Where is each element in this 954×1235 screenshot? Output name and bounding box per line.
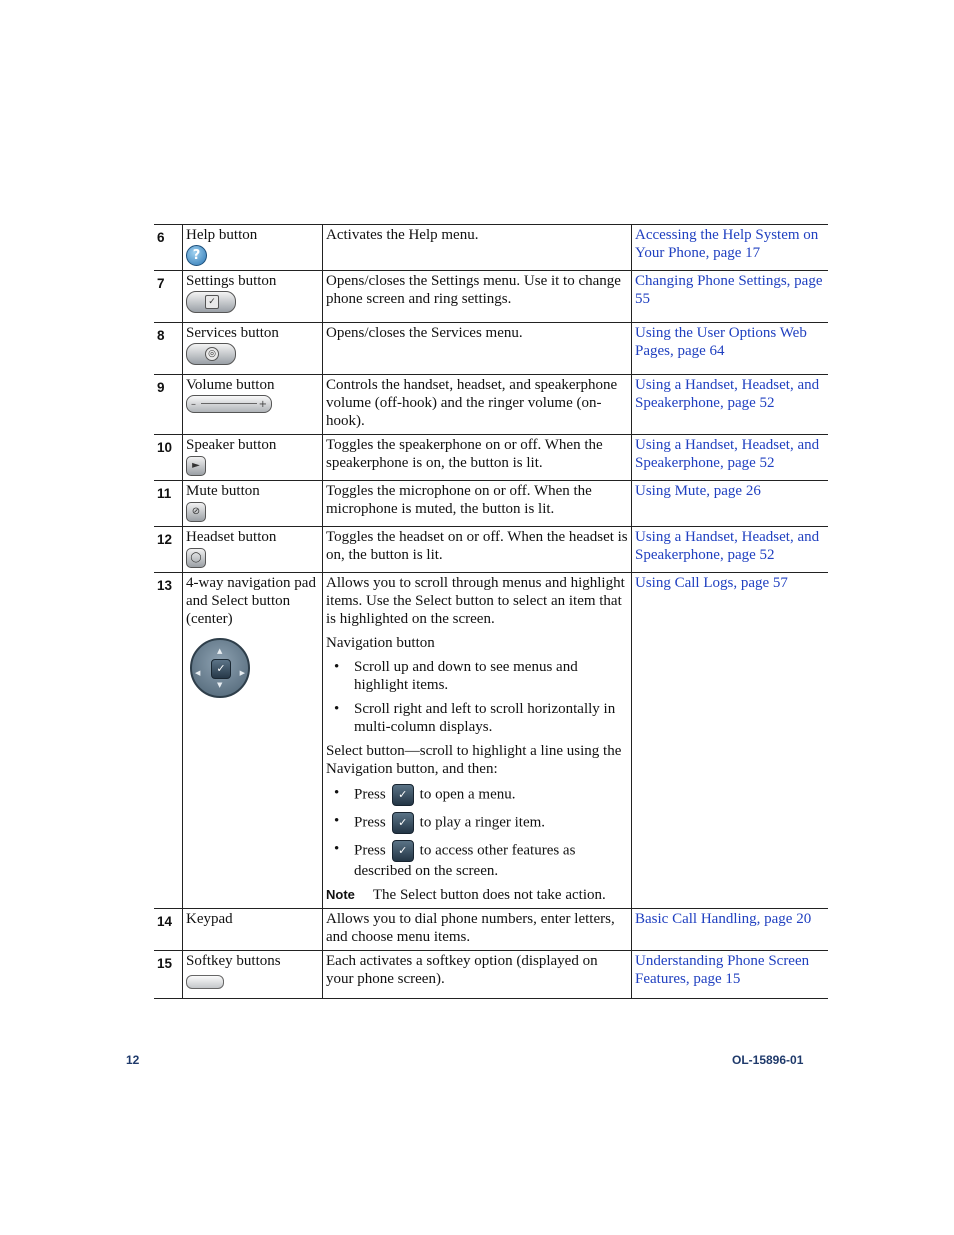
select-button-icon: ✓: [392, 840, 414, 862]
navigation-heading: Navigation button: [326, 635, 435, 651]
reference-link[interactable]: Using the User Options Web Pages, page 64: [635, 325, 807, 359]
feature-name: Mute button: [186, 483, 260, 499]
list-item: [354, 840, 628, 880]
table-row: [154, 481, 828, 527]
table-row: [154, 435, 828, 481]
table-row: [154, 573, 828, 909]
select-list: [326, 784, 628, 880]
table-row: [154, 225, 828, 271]
press-label: Press: [354, 786, 386, 803]
navigation-list: [326, 658, 628, 736]
feature-name: Speaker button: [186, 437, 277, 453]
reference-link[interactable]: Using a Handset, Headset, and Speakerphone, page 52: [635, 529, 820, 563]
feature-name: Help button: [186, 227, 258, 243]
volume-icon: – +: [186, 395, 272, 413]
reference-link[interactable]: Understanding Phone Screen Features, page 15: [635, 953, 810, 987]
list-item: [354, 784, 628, 806]
row-number: 15: [157, 956, 173, 971]
table-row: [154, 909, 828, 951]
press-label: Press: [354, 842, 386, 859]
select-action: to open a menu.: [419, 786, 516, 803]
reference-link[interactable]: Using Mute, page 26: [635, 483, 761, 499]
reference-link[interactable]: Accessing the Help System on Your Phone, page 17: [635, 227, 819, 261]
feature-name: 4-way navigation pad and Select button (center): [186, 575, 316, 627]
feature-description: Controls the handset, headset, and speakerphone volume (off-hook) and the ringer volume (on-hook).: [323, 375, 632, 435]
note-label: Note: [326, 887, 355, 902]
feature-name: Headset button: [186, 529, 277, 545]
reference-link[interactable]: Using a Handset, Headset, and Speakerphone, page 52: [635, 377, 820, 411]
reference-link[interactable]: Basic Call Handling, page 20: [635, 911, 812, 927]
feature-description: Toggles the speakerphone on or off. When the speakerphone is on, the button is lit.: [323, 435, 632, 481]
press-label: Press: [354, 814, 386, 831]
feature-description: Activates the Help menu.: [323, 225, 632, 271]
help-icon: ?: [186, 245, 207, 266]
feature-name: Settings button: [186, 273, 277, 289]
row-number: 9: [157, 380, 165, 395]
feature-table: [154, 224, 828, 999]
select-button-icon: ✓: [392, 784, 414, 806]
list-item: [354, 812, 628, 834]
select-action: to play a ringer item.: [419, 814, 546, 831]
feature-description: Toggles the headset on or off. When the headset is on, the button is lit.: [323, 527, 632, 573]
feature-description: Allows you to dial phone numbers, enter letters, and choose menu items.: [323, 909, 632, 951]
mute-icon: ⊘: [186, 502, 206, 522]
services-globe-icon: ◎: [186, 343, 236, 365]
feature-name: Keypad: [183, 909, 323, 951]
settings-icon: ✓: [186, 291, 236, 313]
row-number: 6: [157, 230, 165, 245]
reference-link[interactable]: Using a Handset, Headset, and Speakerphone, page 52: [635, 437, 820, 471]
speaker-icon: ►: [186, 456, 206, 476]
table-row: [154, 375, 828, 435]
feature-description: Toggles the microphone on or off. When the microphone is muted, the button is lit.: [323, 481, 632, 527]
page-number: 12: [126, 1053, 140, 1067]
headset-icon: ◯: [186, 548, 206, 568]
table-row: [154, 271, 828, 323]
table-row: [154, 527, 828, 573]
reference-link[interactable]: Using Call Logs, page 57: [635, 575, 788, 591]
reference-link[interactable]: Changing Phone Settings, page 55: [635, 273, 823, 307]
softkey-icon: [186, 975, 224, 989]
feature-description: Allows you to scroll through menus and highlight items. Use the Select button to select an item that is highlighted on the screen.: [326, 575, 625, 627]
note-text: The Select button does not take action.: [372, 887, 606, 903]
table-row: [154, 951, 828, 999]
row-number: 8: [157, 328, 165, 343]
feature-description: Each activates a softkey option (displayed on your phone screen).: [323, 951, 632, 999]
feature-name: Volume button: [186, 377, 275, 393]
row-number: 14: [157, 914, 173, 929]
row-number: 13: [157, 578, 173, 593]
select-action: to access other features as described on the screen.: [354, 842, 576, 879]
list-item: • Scroll right and left to scroll horizontally in multi-column displays.: [354, 700, 628, 736]
row-number: 10: [157, 440, 173, 455]
select-button-icon: ✓: [392, 812, 414, 834]
row-number: 12: [157, 532, 173, 547]
feature-description: Opens/closes the Services menu.: [323, 323, 632, 375]
list-item: • Scroll up and down to see menus and highlight items.: [354, 658, 628, 694]
row-number: 11: [157, 486, 172, 501]
feature-name: Services button: [186, 325, 279, 341]
row-number: 7: [157, 276, 165, 291]
table-row: [154, 323, 828, 375]
feature-name: Softkey buttons: [186, 953, 281, 969]
navigation-pad-icon: ▲ ▼ ◀ ▶ ✓: [190, 638, 250, 698]
document-id: OL-15896-01: [732, 1053, 804, 1067]
select-intro: Select button—scroll to highlight a line using the Navigation button, and then:: [326, 743, 622, 777]
note: [326, 886, 628, 904]
feature-description: Opens/closes the Settings menu. Use it to change phone screen and ring settings.: [323, 271, 632, 323]
